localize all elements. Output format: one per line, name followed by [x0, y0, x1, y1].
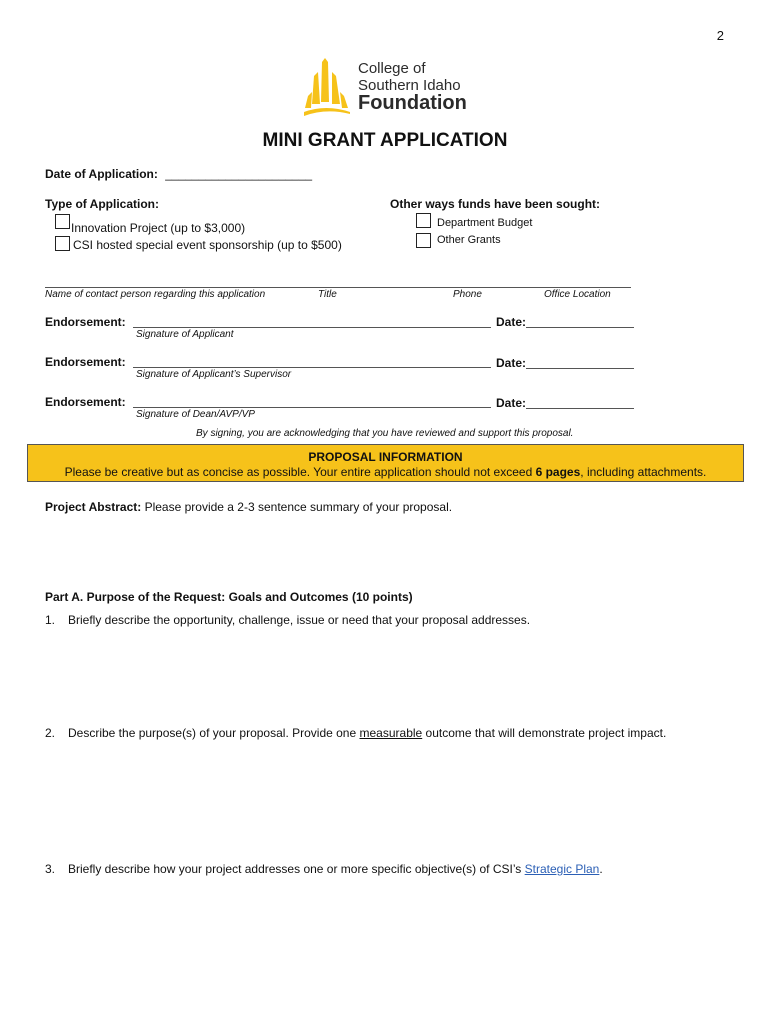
strategic-plan-link[interactable]: Strategic Plan — [524, 862, 600, 876]
banner-text-bold: 6 pages — [535, 465, 581, 479]
dean-signature-line[interactable] — [133, 407, 491, 408]
question-2-underlined: measurable — [359, 726, 423, 740]
project-abstract-label: Project Abstract: — [45, 500, 142, 514]
supervisor-signature-line[interactable] — [133, 367, 491, 368]
endorsement-date-label: Date: — [496, 396, 527, 410]
project-abstract — [45, 500, 452, 514]
type-of-application-label: Type of Application: — [45, 197, 159, 211]
csi-foundation-logo — [302, 56, 502, 122]
endorsement-label: Endorsement: — [45, 355, 126, 369]
question-1-text: Briefly describe the opportunity, challenge, issue or need that your proposal addresses. — [68, 613, 531, 627]
logo-line-1: College of — [358, 60, 426, 77]
banner-text-after: , including attachments. — [580, 465, 707, 479]
date-of-application-field[interactable]: ______________________ — [165, 167, 313, 181]
endorsement-label: Endorsement: — [45, 315, 126, 329]
other-grants-checkbox[interactable] — [416, 233, 431, 248]
contact-name-caption: Name of contact person regarding this application — [45, 289, 266, 300]
dean-date-line[interactable] — [526, 408, 634, 409]
question-1-number: 1. — [45, 613, 56, 627]
endorsement-date-label: Date: — [496, 356, 527, 370]
other-grants-option: Other Grants — [437, 234, 501, 246]
question-3-before: Briefly describe how your project addresses one or more specific objective(s) of CSI’s — [68, 862, 525, 876]
applicant-date-line[interactable] — [526, 327, 634, 328]
question-2-after: outcome that will demonstrate project impact. — [422, 726, 667, 740]
page-number: 2 — [716, 28, 724, 43]
proposal-information-banner — [27, 444, 744, 482]
contact-title-caption: Title — [318, 289, 337, 300]
innovation-project-option: Innovation Project (up to $3,000) — [71, 221, 246, 235]
contact-office-caption: Office Location — [544, 289, 611, 300]
project-abstract-text: Please provide a 2-3 sentence summary of your proposal. — [141, 500, 453, 514]
endorsement-label: Endorsement: — [45, 395, 126, 409]
date-of-application-row — [45, 167, 312, 181]
special-event-option: CSI hosted special event sponsorship (up to $500) — [73, 238, 342, 252]
question-3-number: 3. — [45, 862, 56, 876]
supervisor-signature-caption: Signature of Applicant’s Supervisor — [136, 369, 292, 380]
supervisor-date-line[interactable] — [526, 368, 634, 369]
signing-note: By signing, you are acknowledging that you have reviewed and support this proposal. — [196, 428, 574, 439]
csi-tower-logo-icon — [302, 56, 352, 120]
department-budget-checkbox[interactable] — [416, 213, 431, 228]
contact-line[interactable] — [45, 287, 631, 288]
endorsement-date-label: Date: — [496, 315, 527, 329]
innovation-project-checkbox[interactable] — [55, 214, 70, 229]
logo-line-3: Foundation — [358, 92, 467, 114]
other-funds-label: Other ways funds have been sought: — [390, 197, 601, 211]
applicant-signature-caption: Signature of Applicant — [136, 329, 234, 340]
banner-text-before: Please be creative but as concise as possible. Your entire application should not exceed — [64, 465, 536, 479]
page-title: MINI GRANT APPLICATION — [262, 130, 508, 151]
banner-text — [28, 465, 743, 479]
logo-line-2: Southern Idaho — [358, 77, 461, 94]
special-event-checkbox[interactable] — [55, 236, 70, 251]
question-2-before: Describe the purpose(s) of your proposal. Provide one — [68, 726, 360, 740]
part-a-heading: Part A. Purpose of the Request: Goals and Outcomes (10 points) — [45, 590, 413, 604]
question-2-text — [68, 726, 666, 740]
question-3-text — [68, 862, 603, 876]
question-2-number: 2. — [45, 726, 56, 740]
question-3-after: . — [599, 862, 603, 876]
contact-phone-caption: Phone — [453, 289, 482, 300]
applicant-signature-line[interactable] — [133, 327, 491, 328]
dean-signature-caption: Signature of Dean/AVP/VP — [136, 409, 255, 420]
banner-heading: PROPOSAL INFORMATION — [308, 450, 463, 464]
date-of-application-label: Date of Application: — [45, 167, 158, 181]
department-budget-option: Department Budget — [437, 217, 533, 229]
